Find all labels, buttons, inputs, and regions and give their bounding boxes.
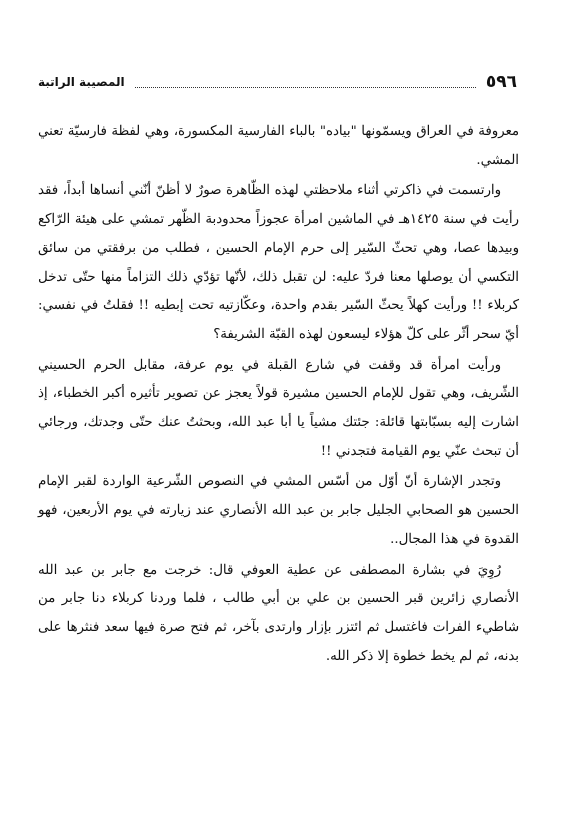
- running-title: المصيبة الراتبة: [38, 75, 125, 89]
- paragraph: وارتسمت في ذاكرتي أثناء ملاحظتي لهذه الظّاهرة صورٌ لا أظنّ أنّني أنساها أبداً، فقد رأيت في سنة ١٤٢٥هـ في الماشين امرأة عجوزاً محدودبة الظّهر تمشي على هيئة الرّاكع وبيدها عصا، وهي تحثّ السّير إلى حرم الإمام الحسين ، فطلب من برفقتي من سائق التكسي أن يوصلها معنا فردّ عليه: لن تقبل ذلك، لأنّها تؤدّي ذلك التزاماً منها حتّى تدخل كربلاء !! ورأيت كهلاً يحثّ السّير بقدم واحدة، وعكّازتيه تحت إبطيه !! فقلتُ في نفسي: أيّ سحر أثّر على كلّ هؤلاء ليسعون لهذه القبّة الشريفة؟: [38, 183, 519, 342]
- paragraph: رُوِيَ في بشارة المصطفى عن عطية العوفي قال: خرجت مع جابر بن عبد الله الأنصاري زائرين قبر الحسين بن علي بن أبي طالب ، فلما وردنا كربلاء دنا جابر من شاطيء الفرات فاغتسل ثم ائتزر بإزار وارتدى بآخر، ثم فتح صرة فيها سعد فنثرها على بدنه، ثم لم يخط خطوة إلا ذكر الله.: [38, 562, 519, 664]
- page-number: ٥٩٦: [485, 72, 517, 92]
- header-dotted-rule: [135, 87, 476, 88]
- paragraph: وتجدر الإشارة أنّ أوّل من أسّس المشي في النصوص الشّرعية الواردة لقبر الإمام الحسين هو الصحابي الجليل جابر بن عبد الله الأنصاري عند زيارته في يوم الأربعين، فهو القدوة في هذا المجال..: [38, 474, 519, 547]
- body-text: [38, 118, 519, 671]
- paragraph: ورأيت امرأة قد وقفت في شارع القبلة في يوم عرفة، مقابل الحرم الحسيني الشّريف، وهي تقول للإمام الحسين مشيرة قولاً يعجز عن تصوير تأثيره أكبر الخطباء، إذ اشارت إليه بسبّابتها قائلة: جئتك مشياً يا أبا عبد الله، وبحثتُ عنك حتّى وجدتك، ورجائي أن تبحث عنّي يوم القيامة فتجدني !!: [38, 357, 519, 459]
- page-header: [38, 68, 517, 92]
- paragraph: معروفة في العراق ويسمّونها "بياده" بالباء الفارسية المكسورة، وهي لفظة فارسيّة تعني المشي.: [38, 124, 519, 168]
